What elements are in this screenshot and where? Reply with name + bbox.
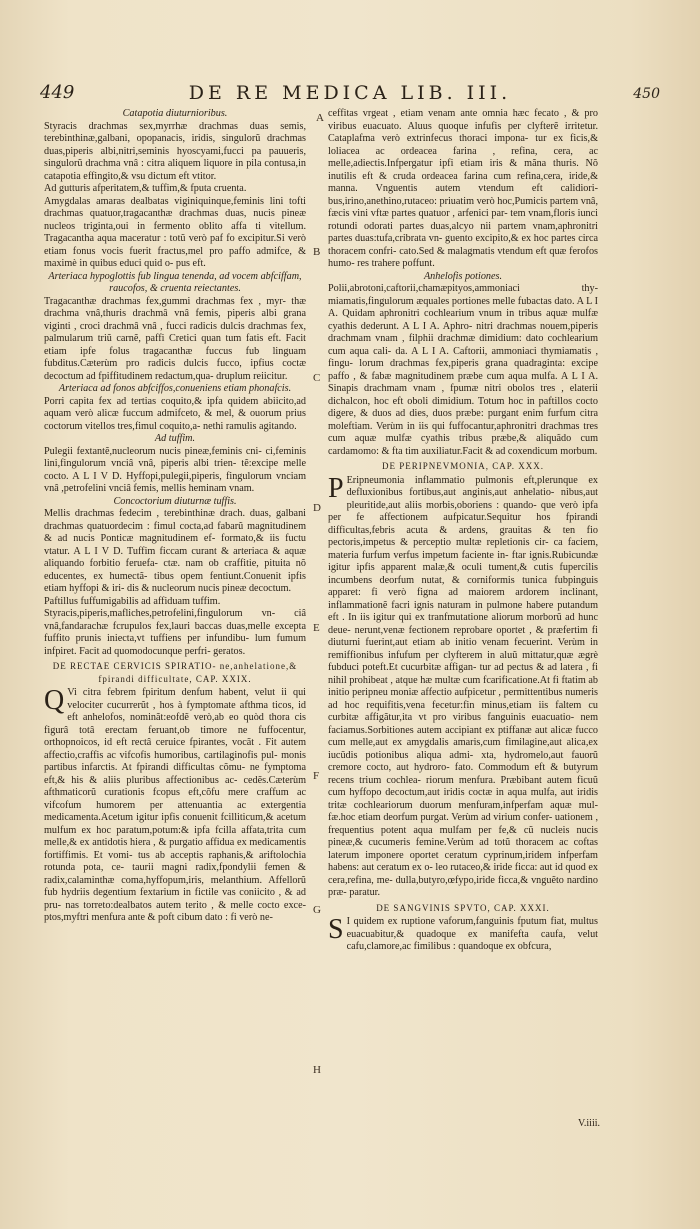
- drop-cap: S: [328, 914, 344, 945]
- paragraph: Mellis drachmas fedecim , terebinthinæ drach. duas, galbani drachmas quatuordecim : fimul cocta,ad fabarũ magnitudinem & ad nucis Ponticæ magnitudinem ef- formato,& iis fuctu vtatur. A L I V D. Tuffim ficcam curant & arteriaca & aquæ aliquando forbitio feruefa- ctæ. nam ob craffitie, pituita nõ educentes, ex humectã- tibus opem fentiunt.Conuenit ipfis etiam hyffopi & iri- dis & nucleorum nucis pineæ decoctum.: [44, 508, 306, 594]
- chapter-paragraph: [44, 687, 306, 925]
- left-column: [44, 108, 306, 925]
- section-heading: Arteriaca ad fonos abfciffos,conueniens etiam phonafcis.: [58, 383, 292, 394]
- section-heading: Ad tuffim.: [154, 433, 196, 444]
- paragraph: Paftillus fuffumigabilis ad affiduam tuffim.: [44, 595, 221, 607]
- margin-letter-b: B: [313, 246, 321, 258]
- margin-letter-d: D: [313, 502, 321, 514]
- paragraph: Styracis,piperis,mafliches,petrofelini,fingulorum vn- ciâ vnâ,fandarachæ fcrupulos fex,lauri baccas duas,melle excepta fuffito prunis iniecta,vt tuffiens per infundibu- lum fumum infpiret. Facit ad quomodocunque perfri- geratos.: [44, 608, 306, 657]
- paragraph: ceffitas vrgeat , etiam venam ante omnia hæc fecato , & pro viribus euacuato. Aluus quoque infufis per clyfterẽ irritetur. Cataplafma verò extrinfecus thoraci impona- tur ex ficis,& loliacea ac ordeacea farina , refina, cera, ac melle,adiectis.Infpergatur ipfi etiam iris & mãna thuris. Nõ inutilis eft & cruda ordeacea farina cum refina,cera, iride,& manna. Vnguentis autem vtendum eft calidiori- bus,irino,anethino,rutaceo: priuatim verò hoc,Pumicis partem vnâ, fæcis vini vftæ partes quatuor , arfenici par- tem vnam,floris iunci rotundi odorati partes duas,alcyo nii partem vnam,aphronitri partes duas:tufa,cribrata vn- guento excipito,& ex hoc partes circa thoracem confri- cato.Sed & malagmatis vtendum eft quæ ferofos humo- res trahere poffunt.: [328, 108, 598, 269]
- section-heading: Anhelofis potiones.: [423, 270, 503, 282]
- folio-left: 449: [40, 82, 75, 103]
- chapter-title: DE SANGVINIS SPVTO, CAP. XXXI.: [376, 902, 550, 913]
- running-head: DE RE MEDICA LIB. III.: [188, 82, 512, 104]
- chapter-paragraph: [328, 472, 598, 900]
- margin-letter-e: E: [313, 622, 320, 634]
- folio-right: 450: [633, 86, 660, 102]
- paragraph: Tragacanthæ drachmas fex,gummi drachmas fex , myr- thæ drachma vnâ,thuris drachmâ vnâ femis, piperis albi grana viginti , croci drachmâ vnâ , fucci radicis dulcis drachmas fex, palmularum triũ carnẽ, paffi Cretici quan tum fatis eft. Facit etiam ipfe folus tragacanthæ fuccus fub linguam fubditus.Cæterùm pro radicis dulcis fucco, ipfius coctæ decoctum ad fpiffitudinem redactum,qua- druplum reiicitur.: [44, 295, 306, 382]
- paragraph: Polii,abrotoni,caftorii,chamæpityos,ammoniaci thy- miamatis,fingulorum æquales portiones melle fubactas dato. A L I A. Quidam aphronitri cochlearium vnum in tribus aquæ mulfæ cyathis dederunt. A L I A. Aphro- nitri drachmas nouem,piperis drachmam vnam , filphii drachmæ dimidium: dato cochlearium cum aqua cali- da. A L I A. Caftorii, ammoniaci thymiamatis , fingu- lorum drachmas fex,piperis grana quadraginta: excipe paffo , & fabæ magnitudinem præbe cum aqua mulfa. A L I A. Sinapis drachmam vnam , fpumæ nitri obolos tres , elaterii dichalcon, hoc eft oboli dimidium. Totum hoc in paftillos cocto digere, & duos ad dies, duos præbe: purgant enim furfum citra moleftiam. Verùm in iis qui fuffocantur,aphronitri drachmas tres cum aquæ mulfæ cyathis tribus præbe,& aliquãdo cum cardamomo: & fta tim auxiliatur.Facit & ad coxendicum morbum.: [328, 283, 598, 457]
- chapter-paragraph: [328, 916, 598, 954]
- page-header: [40, 82, 660, 108]
- paragraph-text: Vi citra febrem fpiritum denfum habent, velut ii qui velociter cucurrerũt , hos à fymptomate afthma ticos, id eft anhelofos, nominãt:eofdẽ verò,ab eo quòd thora cis figurâ totâ erectam feruant,ob timore ne fuffocentur, orthopnoicos, id eft rectâ ceruice fpirantes, vocãt . Fit autem affectio,craffis ac vifcofis humoribus, cartilaginofis pul- monis partibus infarctis. At fpirandi difficultas cõmu- ne fymptoma eft,& his & aliis pluribus affectionibus ac- cedẽs.Cæterùm afthmaticorũ curationis fcopus eft,cõfu mere craffum ac vifcofum humorem per attenuantia ac extergentia medicamenta.Acetum igitur ipfis conuenit fcilliticum,& acetum mulfum ex hoc paratum,potum:& ipfa fcilla affata,trita cum melle,& ex antidotis hiera , & purgatio affidua ex medicamentis fortiffimis. Et vomi- tus ab acceptis raphanis,& ariftolochia rotunda pota, ce- taurii magni radix,fpondylii femen & radix,calaminthæ coma,hyffopum,iris, melanthium. Affellorũ fub hydriis degentium fextarium in fictile vas coniicito , & ad pru- nas torreto:dealbatos autem terito , & melle cocto exce- ptos,myftri menfura ante & poft cibum dato : fi verò ne-: [44, 687, 306, 923]
- margin-letter-g: G: [313, 904, 321, 916]
- margin-letter-f: F: [313, 770, 320, 782]
- margin-letter-c: C: [313, 372, 321, 384]
- chapter-title: DE PERIPNEVMONIA, CAP. XXX.: [381, 461, 544, 471]
- paragraph: Styracis drachmas sex,myrrhæ drachmas duas semis, terebinthinæ,galbani, opopanacis, iridis, singulorũ drachmas duas,piperis albi,nitri,seminis hyoscyami,fucci pa pauueris, singulorũ drachma vnâ : citra aliquem liquore in pila contusa,in catapotia effingito,& vsu dictum eft vtitor.: [44, 120, 306, 182]
- section-heading: Concoctorium diuturnæ tuffis.: [113, 495, 237, 507]
- chapter-title: DE RECTAE CERVICIS SPIRATIO- ne,anhelatione,& fpirandi difficultate, CAP. XXIX.: [52, 661, 298, 684]
- paragraph-text: Eripneumonia inflammatio pulmonis eft,plerunque ex defluxionibus fortibus,aut anginis,aut anhelatio- nibus,aut pleuritide,aut aliis morbis,oboriens : quando- que verò ipfa per fe affectionem aufpicatur.Sequitur hos fpirandi difficultas,febris acuta & ardens, grauitas & ten fio pectoris,impetus & perceptio multæ repletionis cir- ca faciem, materia furfum verfus impetum faciente in- ftar ignis.Rubicundæ igitur ipfis apparent malæ,& oculi tument,& cutis fupercilis incumbens deorfum nutat, & corniformis tunica fubpinguis apparet: fi verò figna ad maiorem ardorem inclinant, inflammationẽ facri ignis naturam in pulmone habere putandum eft . In iis igitur qui ex tranfmutatione aliorum morborũ ad hunc deue- nerunt,venæ fectionem reprobare oportet , & præfertim fi diuturni fuerint,aut etiam ab initio venam fecuerint. Verùm in remiffionibus infufum per clyfterem in aluũ mittatur,quæ ægrè fubduci poteft.Et cucurbitæ affigan- tur ad pectus & ad latera , fi nihil prohibeat , atque hæ multæ cum fcarificatione.At fi ftatim ab initio peripneu moniæ affectio aufpicetur , permittentibus numeris ad hoc requifitis,vena fecetur:fin minus,etiam iis faltem cu curbitæ affigãtur,ita vt pro viribus fanguinis euacuatio- nem faciamus.Sorbitiones autem accipiant ex ptiffanæ aut alicæ fucco cum melle,aut ex amygdalis amaris,cum fimilagine,aut alica,ex iucũdis potionibus aliqua admi- xta, hydromelo,aut fauorũ cremore cocto, aut hydroro- fato. Commodum eft & butyrum recens trium cochlea- riorum menfura. Præbibant autem ficuũ cum hyffopo decoctum,aut iridis coctæ in aqua mulfa, aut iridis tritæ cochleariorum duorum menfuram,infperfam aquæ mul- fæ.hoc etiam deorfum purgat. Verùm ad virium confer- uationem , frequentius potent aqua mulfam per fe,& cũ nucleis nucis pineæ,& cucumeris femine.Verùm ad totũ thoracem ac coftas laterum imponere oportet ceratum cyprinum,iridem infperfam habens: aut ceratum ex o- leo rutaceo,& iride ficca: aut id quod ex cera,refina, me- dulla,butyro,œfypo,iride ficca,& vnguẽto nardino præ- paratur.: [328, 474, 598, 898]
- drop-cap: P: [328, 472, 344, 504]
- paragraph: Amygdalas amaras dealbatas viginiquinque,feminis lini tofti drachmas quatuor,tragacanthæ drachmas duas, nucis pineæ nucleos triginta,oui in fermento oblito affa ti vitellum. Tragacantha aqua maceratur : totũ verò paf fo excipitur.Si verò etiam fonus vocis fuerit fractus,mel pro paffo admifce, & maximè in quibus educi quid o- pus eft.: [44, 195, 306, 269]
- drop-cap: Q: [44, 685, 65, 716]
- paragraph: Pulegii fextantẽ,nucleorum nucis pineæ,feminis cni- ci,feminis lini,fingulorum vnciâ vnâ, piperis albi trien- tẽ:excipe melle cocto. A L I V D. Hyffopi,pulegii,piperis, fingulorum vnciam vnâ ,petrofelini vnciâ femis, mellis heminam vnam.: [44, 445, 306, 494]
- paragraph: Porri capita fex ad tertias coquito,& ipfa quidem abiicito,ad aquam verò alicæ fuccum admifceto, & mel, & ouorum prius coctorum vitellos tres,fimul coquito,a- nethi ramulis agitando.: [44, 395, 306, 432]
- margin-letter-a: A: [316, 112, 324, 124]
- section-heading: Catapotia diuturnioribus.: [122, 108, 228, 119]
- paragraph-text: I quidem ex ruptione vaforum,fanguinis fputum fiat, multus euacuabitur,& quadoque ex manifefta caufa, velut cafu,clamore,ac fimilibus : quandoque ex obfcura,: [346, 916, 598, 952]
- margin-letter-h: H: [313, 1064, 321, 1076]
- paragraph: Ad gutturis afperitatem,& tuffim,& fputa cruenta.: [44, 183, 247, 194]
- right-column: [328, 108, 598, 954]
- section-heading: Arteriaca hypoglottis fub lingua tenenda, ad vocem abfciffam, raucofos, & cruenta reiectantes.: [48, 270, 302, 294]
- signature-mark: V.iiii.: [577, 1118, 600, 1129]
